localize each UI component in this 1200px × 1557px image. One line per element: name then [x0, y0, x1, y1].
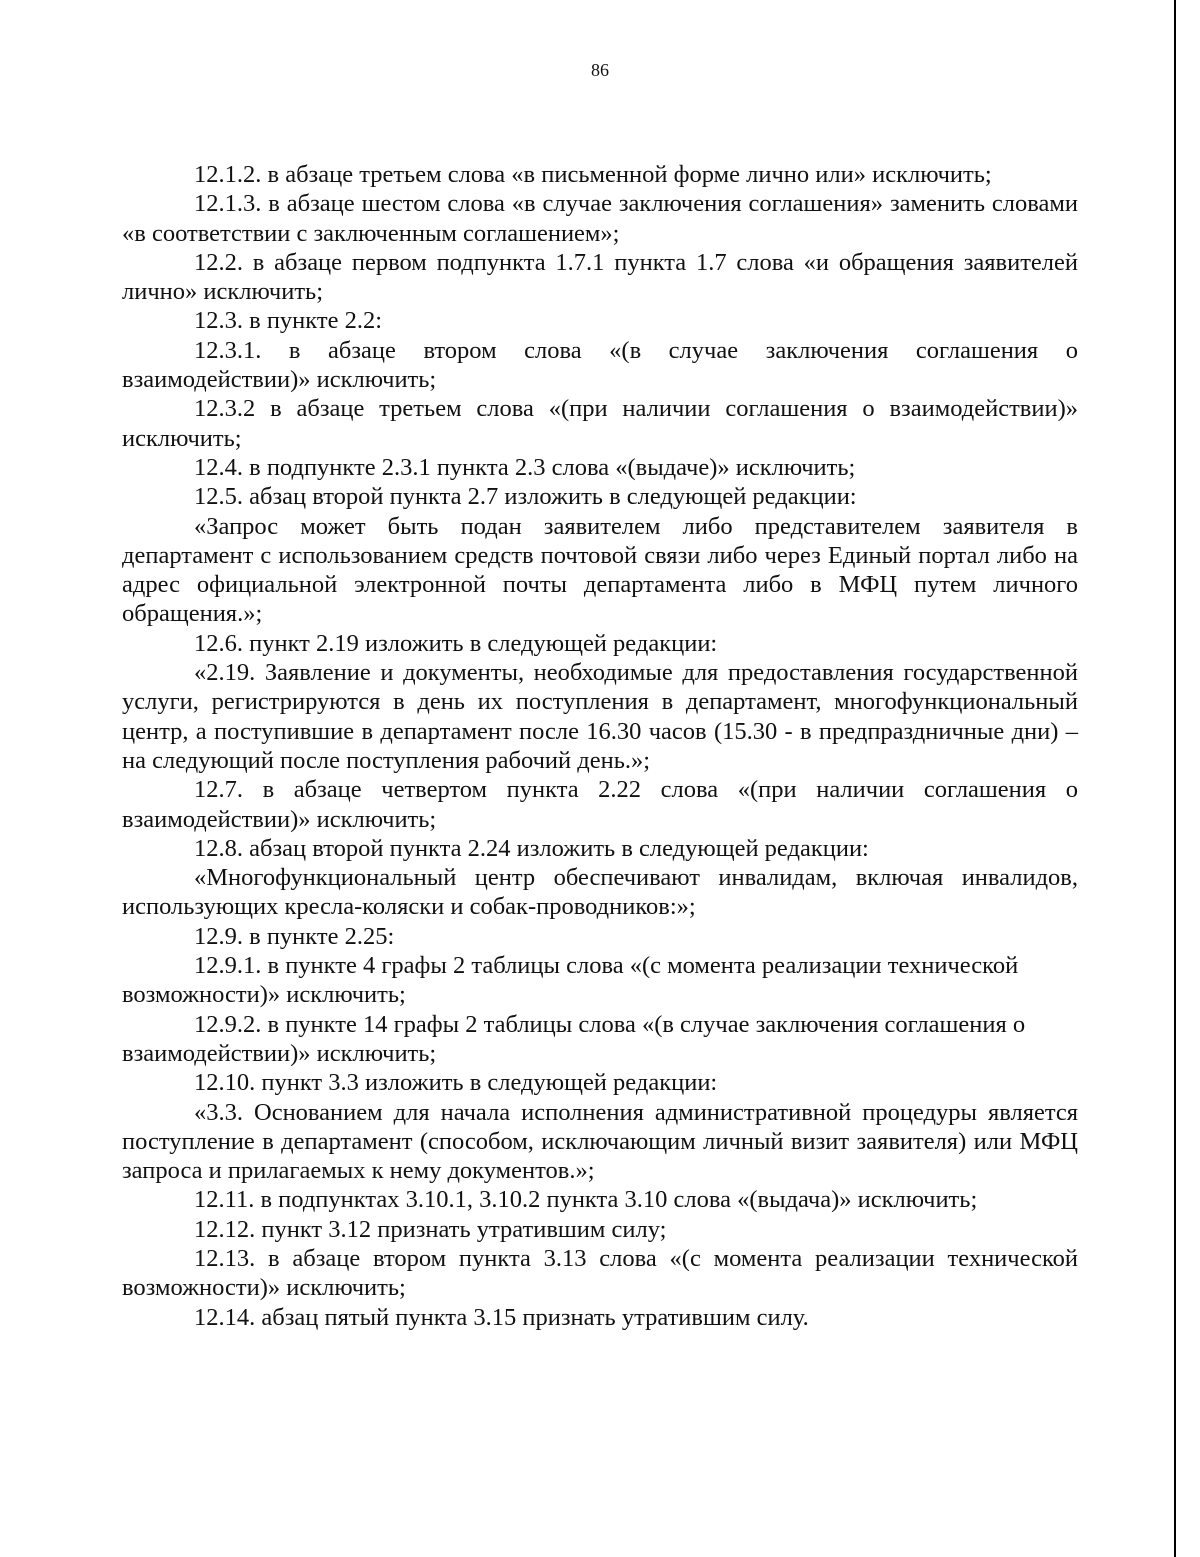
paragraph-quote-mfc: «Многофункциональный центр обеспечивают инвалидам, включая инвалидов, использующих кресла-коляски и собак-проводников:»;	[122, 864, 1078, 921]
scan-border-line	[1174, 0, 1176, 1557]
paragraph-12-11: 12.11. в подпунктах 3.10.1, 3.10.2 пункта 3.10 слова «(выдача)» исключить;	[194, 1186, 978, 1214]
paragraph-12-14: 12.14. абзац пятый пункта 3.15 признать утратившим силу.	[194, 1303, 809, 1331]
paragraph-12-9-1: 12.9.1. в пункте 4 графы 2 таблицы слова «(с момента реализации технической возможности)» исключить;	[122, 952, 1019, 1009]
page-number: 86	[591, 60, 609, 80]
paragraph-12-3: 12.3. в пункте 2.2:	[194, 307, 383, 335]
paragraph-12-2: 12.2. в абзаце первом подпункта 1.7.1 пункта 1.7 слова «и обращения заявителей лично» исключить;	[122, 248, 1078, 306]
paragraph-12-9: 12.9. в пункте 2.25:	[194, 922, 395, 950]
paragraph-12-1-2: 12.1.2. в абзаце третьем слова «в письменной форме лично или» исключить;	[194, 161, 992, 188]
paragraph-12-4: 12.4. в подпункте 2.3.1 пункта 2.3 слова «(выдаче)» исключить;	[194, 453, 856, 481]
paragraph-quote-request: «Запрос может быть подан заявителем либо представителем заявителя в департамент с использованием средств почтовой связи либо через Единый портал либо на адрес официальной электронной почты департамента либо в МФЦ путем личного обращения.»;	[122, 512, 1078, 628]
paragraph-12-3-2: 12.3.2 в абзаце третьем слова «(при наличии соглашения о взаимодействии)» исключить;	[122, 395, 1078, 452]
document-body	[122, 160, 1078, 1332]
paragraph-12-10: 12.10. пункт 3.3 изложить в следующей редакции:	[194, 1069, 718, 1097]
paragraph-12-5: 12.5. абзац второй пункта 2.7 изложить в следующей редакции:	[194, 483, 857, 511]
paragraph-12-9-2: 12.9.2. в пункте 14 графы 2 таблицы слова «(в случае заключения соглашения о взаимодействии)» исключить;	[122, 1010, 1026, 1067]
paragraph-12-6: 12.6. пункт 2.19 изложить в следующей редакции:	[194, 629, 718, 657]
paragraph-12-7: 12.7. в абзаце четвертом пункта 2.22 слова «(при наличии соглашения о взаимодействии)» исключить;	[122, 776, 1078, 833]
paragraph-quote-2-19: «2.19. Заявление и документы, необходимые для предоставления государственной услуги, регистрируются в день их поступления в департамент, многофункциональный центр, а поступившие в департамент после 16.30 часов (15.30 - в предпраздничные дни) – на следующий после поступления рабочий день.»;	[122, 659, 1078, 774]
paragraph-12-8: 12.8. абзац второй пункта 2.24 изложить в следующей редакции:	[194, 834, 869, 862]
paragraph-12-1-3: 12.1.3. в абзаце шестом слова «в случае заключения соглашения» заменить словами «в соответствии с заключенным соглашением»;	[122, 190, 1078, 247]
paragraph-12-12: 12.12. пункт 3.12 признать утратившим силу;	[194, 1215, 667, 1243]
paragraph-12-13: 12.13. в абзаце втором пункта 3.13 слова «(с момента реализации технической возможности)» исключить;	[122, 1244, 1078, 1302]
paragraph-12-3-1: 12.3.1. в абзаце втором слова «(в случае заключения соглашения о взаимодействии)» исключить;	[122, 336, 1078, 394]
paragraph-quote-3-3: «3.3. Основанием для начала исполнения административной процедуры является поступление в департамент (способом, исключающим личный визит заявителя) или МФЦ запроса и прилагаемых к нему документов.»;	[122, 1098, 1078, 1185]
